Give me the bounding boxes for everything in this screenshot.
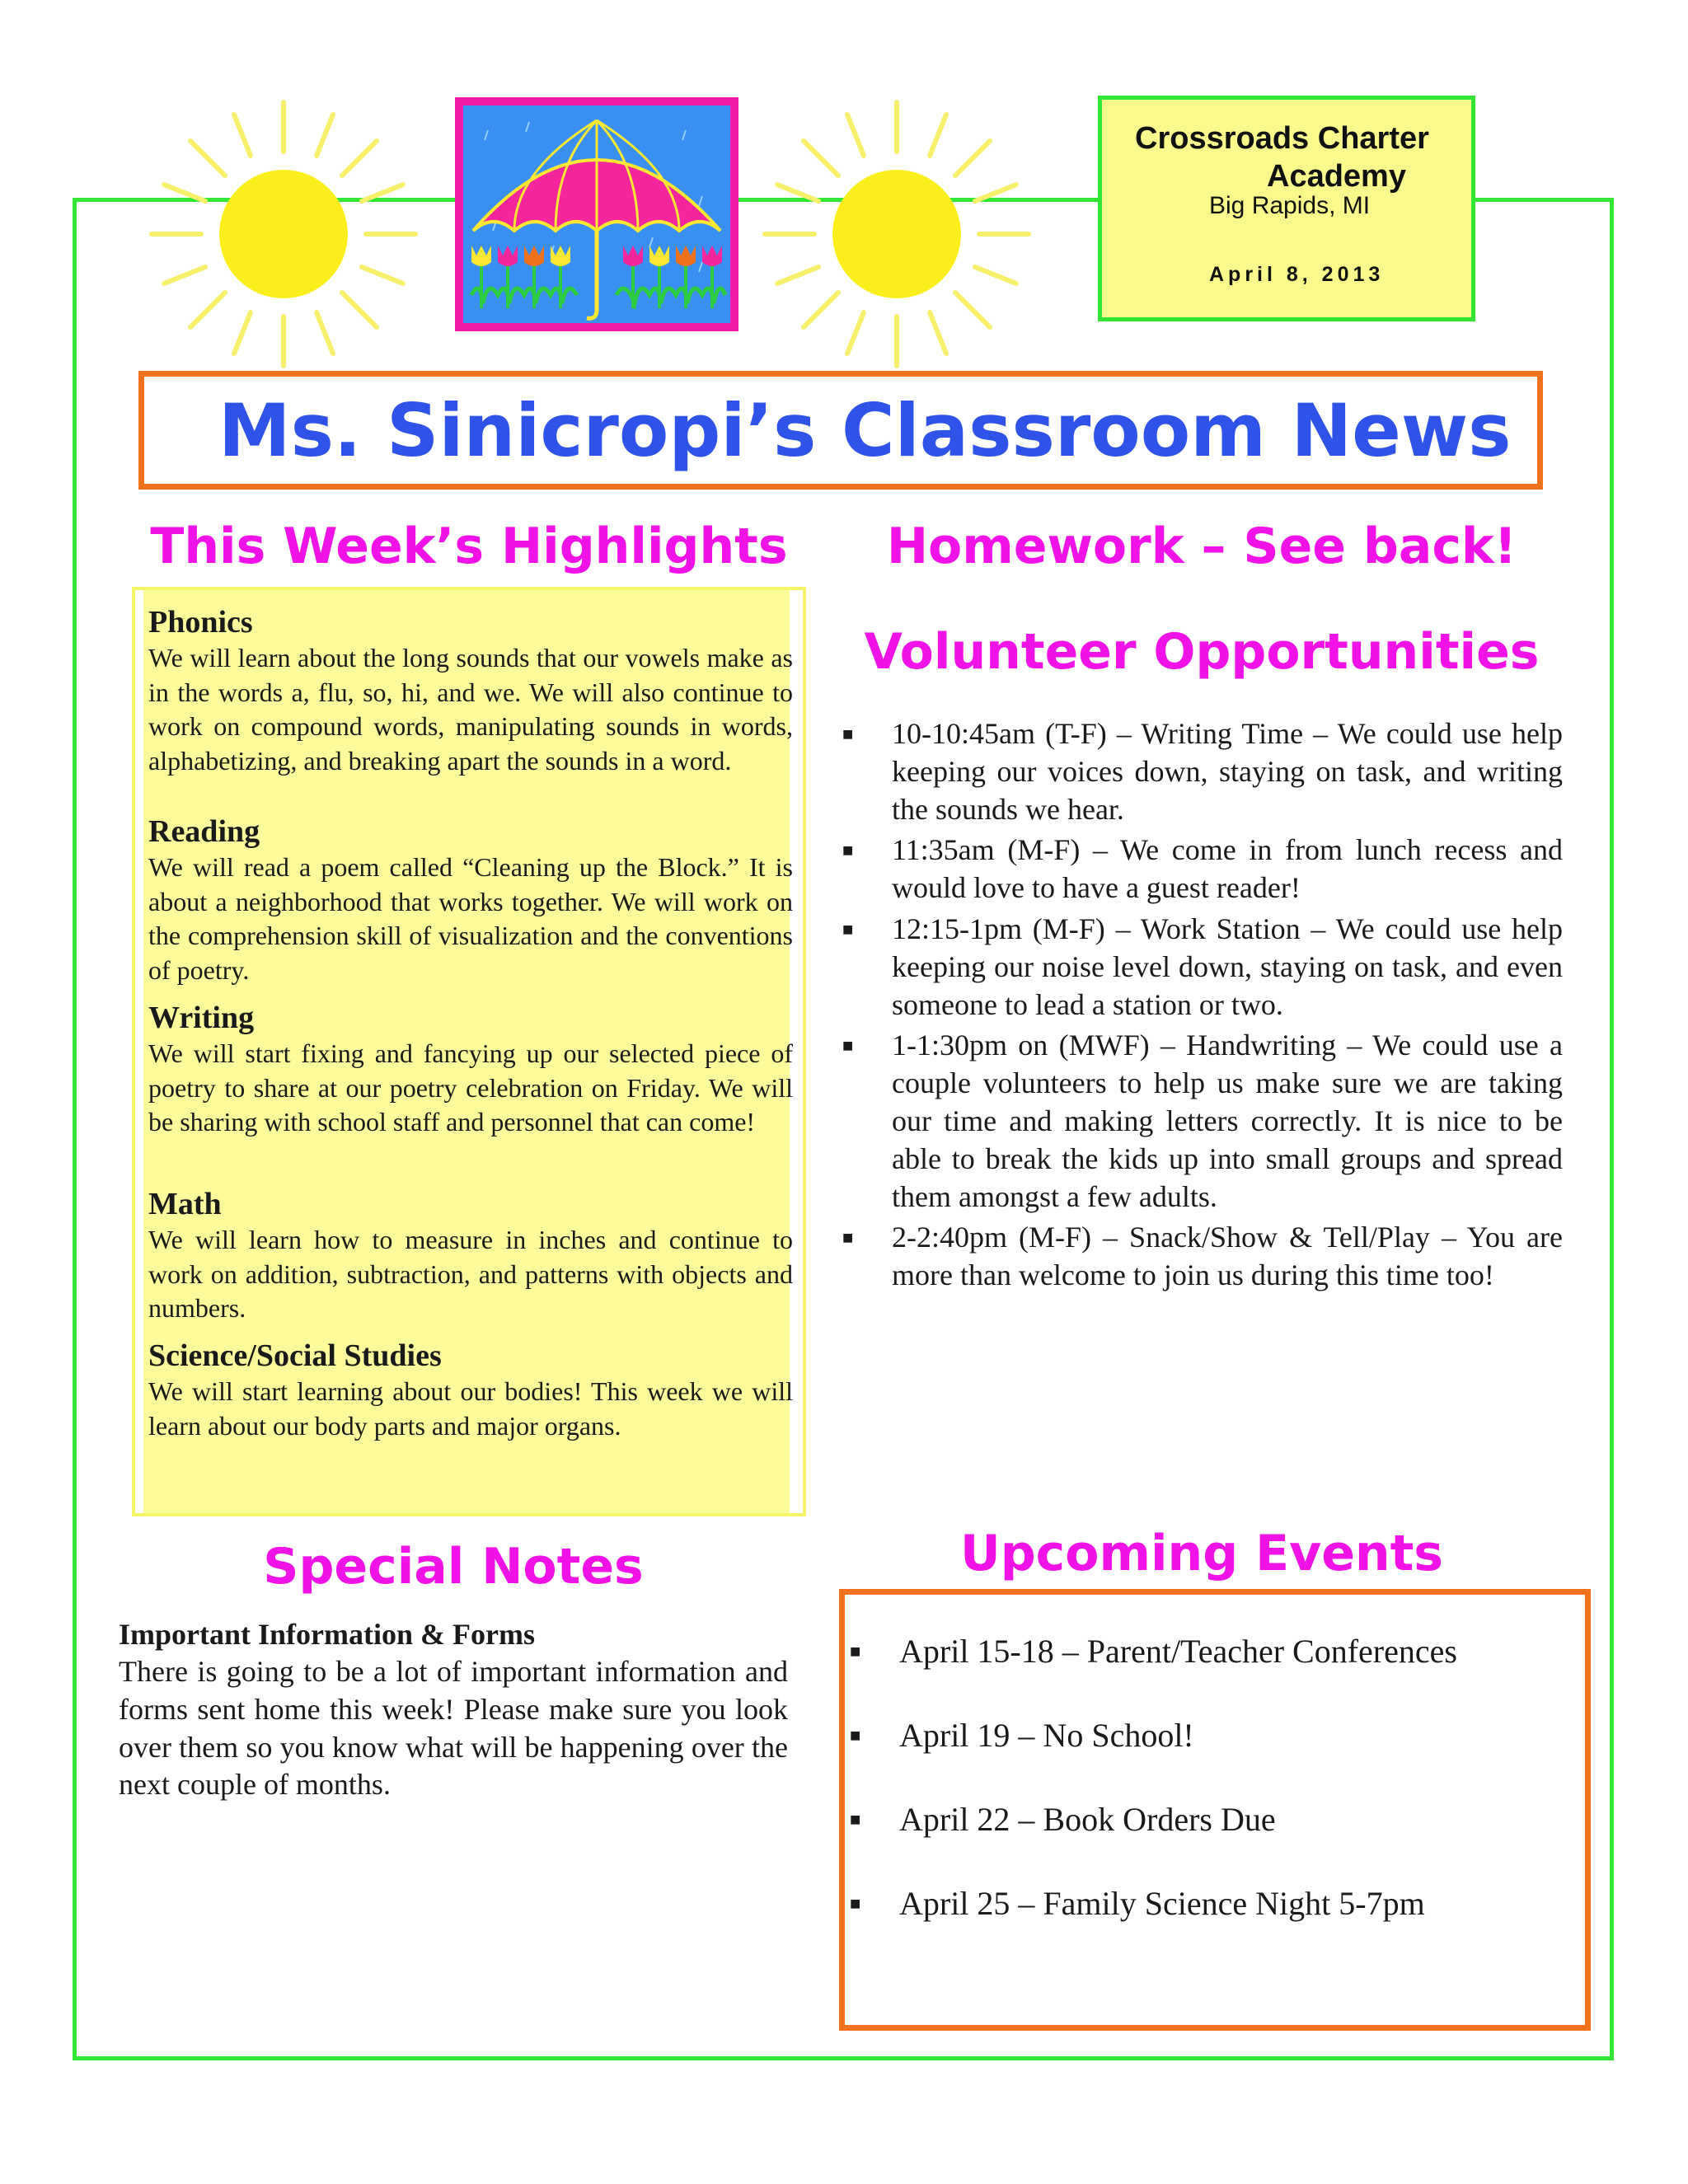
section-body: We will read a poem called “Cleaning up the Block.” It is about a neighborhood that works together. We will work on the comprehension skill of visualization and the conventions of poetry. xyxy=(148,852,793,985)
notes-subtitle: Important Information & Forms xyxy=(119,1618,535,1651)
highlight-section-phonics xyxy=(148,603,793,778)
sun-icon xyxy=(119,69,448,399)
event-text: April 15-18 – Parent/Teacher Conferences xyxy=(899,1633,1457,1670)
highlight-section-math xyxy=(148,1185,793,1326)
bullet-icon: ■ xyxy=(850,1893,861,1914)
list-item xyxy=(842,715,1563,828)
school-name-line2: Academy xyxy=(1267,159,1406,194)
homework-heading: Homework – See back! xyxy=(886,518,1517,575)
section-title: Writing xyxy=(148,1001,255,1035)
newsletter-date: April 8, 2013 xyxy=(1209,263,1385,286)
bullet-icon: ■ xyxy=(842,918,854,940)
section-title: Phonics xyxy=(148,605,253,640)
volunteer-heading: Volunteer Opportunities xyxy=(864,623,1540,681)
bullet-icon: ■ xyxy=(850,1725,861,1746)
list-item xyxy=(842,832,1563,907)
highlight-section-science xyxy=(148,1337,793,1443)
title-box xyxy=(138,371,1543,490)
volunteer-list xyxy=(842,715,1563,1298)
section-body: We will start fixing and fancying up our selected piece of poetry to share at our poetry celebration on Friday. We will be sharing with school staff and personnel that can come! xyxy=(148,1038,793,1137)
bullet-icon: ■ xyxy=(850,1809,861,1830)
list-item xyxy=(842,1219,1563,1295)
event-item xyxy=(845,1715,1570,1756)
section-body: We will learn how to measure in inches and continue to work on addition, subtraction, and patterns with objects and numbers. xyxy=(148,1225,793,1323)
event-item xyxy=(845,1631,1570,1672)
bullet-icon: ■ xyxy=(850,1641,861,1661)
page-title: Ms. Sinicropi’s Classroom News xyxy=(218,388,1512,473)
section-body: We will learn about the long sounds that our vowels make as in the words a, flu, so, hi, and we. We will also continue to work on compound words, manipulating sounds in words, alphabetizing, and breaking apart the sounds in a word. xyxy=(148,643,793,776)
list-item xyxy=(842,1027,1563,1216)
event-text: April 25 – Family Science Night 5-7pm xyxy=(899,1885,1425,1922)
highlights-box xyxy=(132,587,806,1516)
section-title: Science/Social Studies xyxy=(148,1338,442,1373)
sun-icon xyxy=(732,69,1062,399)
event-text: April 22 – Book Orders Due xyxy=(899,1801,1276,1838)
list-item-text: 11:35am (M-F) – We come in from lunch recess and would love to have a guest reader! xyxy=(892,833,1563,905)
bullet-icon: ■ xyxy=(842,1035,854,1057)
bullet-icon: ■ xyxy=(842,724,854,744)
special-notes xyxy=(119,1615,788,1804)
events-heading: Upcoming Events xyxy=(960,1525,1443,1582)
bullet-icon: ■ xyxy=(842,1227,854,1249)
event-item xyxy=(845,1883,1570,1924)
section-body: We will start learning about our bodies! This week we will learn about our body parts and major organs. xyxy=(148,1376,793,1441)
event-item xyxy=(845,1799,1570,1840)
list-item-text: 1-1:30pm on (MWF) – Handwriting – We could use a couple volunteers to help us make sure we are taking our time and making letters correctly. It is nice to be able to break the kids up into small groups and spread them amongst a few adults. xyxy=(892,1029,1563,1213)
event-text: April 19 – No School! xyxy=(899,1717,1194,1754)
bullet-icon: ■ xyxy=(842,840,854,861)
list-item-text: 10-10:45am (T-F) – Writing Time – We could use help keeping our voices down, staying on task, and writing the sounds we hear. xyxy=(892,717,1563,826)
notes-body: There is going to be a lot of important information and forms sent home this week! Please make sure you look over them so you know what will be happening over the next couple of months. xyxy=(119,1655,788,1802)
events-box xyxy=(839,1589,1591,2031)
list-item-text: 2-2:40pm (M-F) – Snack/Show & Tell/Play – You are more than welcome to join us during this time too! xyxy=(892,1221,1563,1292)
list-item xyxy=(842,911,1563,1024)
highlights-heading: This Week’s Highlights xyxy=(150,518,788,575)
special-notes-heading: Special Notes xyxy=(263,1538,644,1596)
section-title: Reading xyxy=(148,814,260,849)
list-item-text: 12:15-1pm (M-F) – Work Station – We could use help keeping our noise level down, staying on task, and even someone to lead a station or two. xyxy=(892,912,1563,1021)
school-info-box xyxy=(1098,96,1475,321)
school-name-line1: Crossroads Charter xyxy=(1135,121,1429,156)
highlight-section-writing xyxy=(148,999,793,1140)
school-name xyxy=(1135,120,1448,195)
section-title: Math xyxy=(148,1187,222,1221)
umbrella-with-tulips-icon xyxy=(455,97,738,331)
school-city: Big Rapids, MI xyxy=(1209,192,1371,219)
highlight-section-reading xyxy=(148,813,793,987)
